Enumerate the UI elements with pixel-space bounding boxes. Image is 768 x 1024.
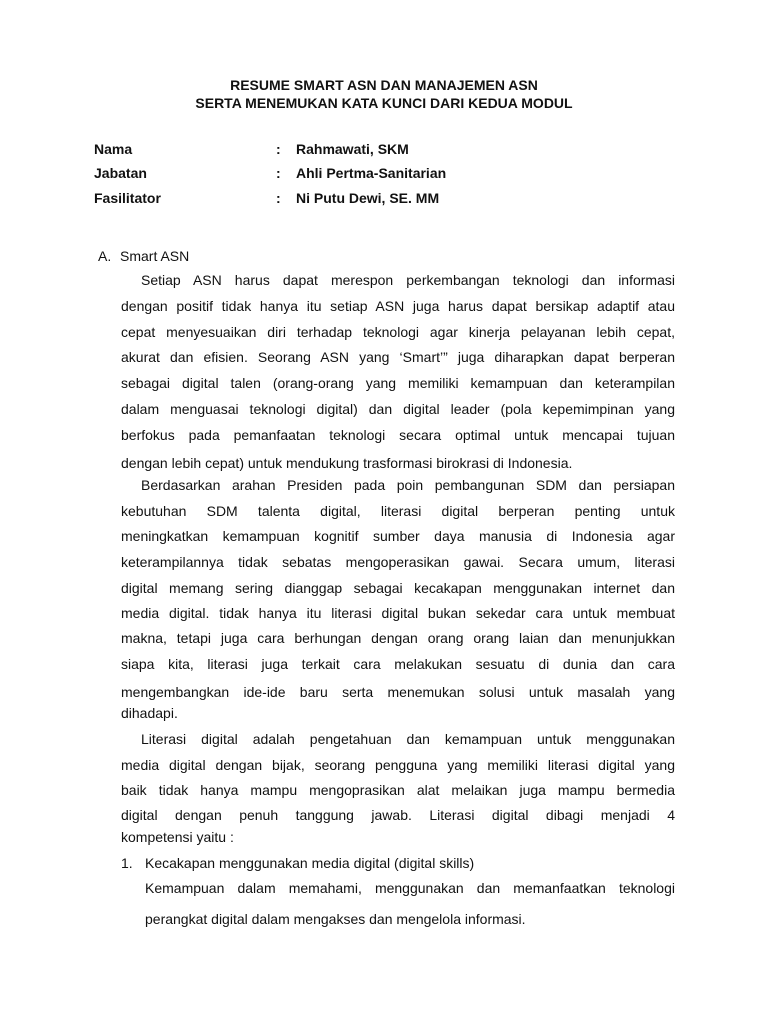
- paragraph-line: dengan positif tidak hanya itu setiap ASN juga harus dapat bersikap adaptif atau: [121, 298, 675, 314]
- paragraph-line: media digital dengan bijak, seorang pengguna yang memiliki literasi digital yang: [121, 757, 675, 773]
- section-title: Smart ASN: [120, 248, 190, 264]
- meta-colon: :: [276, 141, 281, 157]
- meta-value: Rahmawati, SKM: [296, 141, 409, 157]
- list-item-title: Kecakapan menggunakan media digital (digital skills): [145, 855, 475, 871]
- meta-value: Ni Putu Dewi, SE. MM: [296, 190, 440, 206]
- paragraph-line: sebagai digital talen (orang-orang yang memiliki kemampuan dan keterampilan: [121, 375, 675, 391]
- section-letter: A.: [98, 248, 112, 264]
- paragraph-line: dihadapi.: [121, 705, 178, 721]
- paragraph-line: kebutuhan SDM talenta digital, literasi digital berperan penting untuk: [121, 503, 675, 519]
- paragraph-line: digital memang sering dianggap sebagai kecakapan menggunakan internet dan: [121, 580, 675, 596]
- paragraph-line: mengembangkan ide-ide baru serta menemukan solusi untuk masalah yang: [121, 684, 675, 700]
- paragraph-line: keterampilannya tidak sebatas mengoperasikan gawai. Secara umum, literasi: [121, 554, 675, 570]
- paragraph-line: dengan lebih cepat) untuk mendukung trasformasi birokrasi di Indonesia.: [121, 455, 573, 471]
- paragraph-line: meningkatkan kemampuan kognitif sumber daya manusia di Indonesia agar: [121, 528, 675, 544]
- paragraph-line: siapa kita, literasi juga terkait cara melakukan sesuatu di dunia dan cara: [121, 656, 675, 672]
- list-item-description-line: Kemampuan dalam memahami, menggunakan dan memanfaatkan teknologi: [145, 880, 675, 896]
- document-title-line-2: SERTA MENEMUKAN KATA KUNCI DARI KEDUA MODUL: [195, 95, 573, 111]
- paragraph-line: kompetensi yaitu :: [121, 829, 234, 845]
- paragraph-line: media digital. tidak hanya itu literasi digital bukan sekedar cara untuk membuat: [121, 605, 675, 621]
- meta-label: Fasilitator: [94, 190, 161, 206]
- list-item-description-line: perangkat digital dalam mengakses dan mengelola informasi.: [145, 911, 526, 927]
- paragraph-line: baik tidak hanya mampu mengoprasikan alat melaikan juga mampu bermedia: [121, 782, 675, 798]
- paragraph-line: Berdasarkan arahan Presiden pada poin pembangunan SDM dan persiapan: [141, 477, 675, 493]
- meta-value: Ahli Pertma-Sanitarian: [296, 165, 447, 181]
- list-number: 1.: [121, 855, 133, 871]
- paragraph-line: Setiap ASN harus dapat merespon perkembangan teknologi dan informasi: [141, 272, 675, 288]
- meta-colon: :: [276, 165, 281, 181]
- meta-label: Nama: [94, 141, 133, 157]
- paragraph-line: Literasi digital adalah pengetahuan dan kemampuan untuk menggunakan: [141, 731, 675, 747]
- meta-label: Jabatan: [94, 165, 147, 181]
- document-title-line-1: RESUME SMART ASN DAN MANAJEMEN ASN: [230, 77, 538, 93]
- paragraph-line: digital dengan penuh tanggung jawab. Literasi digital dibagi menjadi 4: [121, 807, 675, 823]
- paragraph-line: akurat dan efisien. Seorang ASN yang ‘Smart’” juga diharapkan dapat berperan: [121, 349, 675, 365]
- paragraph-line: makna, tetapi juga cara berhungan dengan orang orang laian dan menunjukkan: [121, 630, 675, 646]
- paragraph-line: berfokus pada pemanfaatan teknologi secara optimal untuk mencapai tujuan: [121, 427, 675, 443]
- paragraph-line: dalam menguasai teknologi digital) dan digital leader (pola kepemimpinan yang: [121, 401, 675, 417]
- meta-colon: :: [276, 190, 281, 206]
- paragraph-line: cepat menyesuaikan diri terhadap teknologi agar kinerja pelayanan lebih cepat,: [121, 324, 675, 340]
